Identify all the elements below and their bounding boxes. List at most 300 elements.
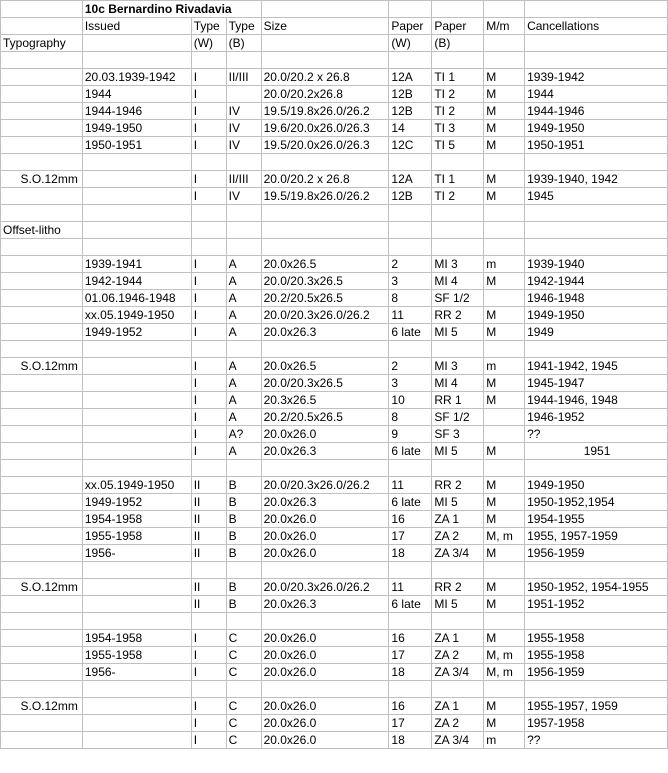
cell-paper-w[interactable] xyxy=(389,613,432,630)
cell-section[interactable]: Offset-litho xyxy=(1,222,83,239)
cell-paper-w[interactable]: 8 xyxy=(389,409,432,426)
cell-cancellations[interactable]: 1950-1951 xyxy=(525,137,668,154)
cell-type-b[interactable]: A xyxy=(226,307,261,324)
cell-size[interactable]: 20.0x26.0 xyxy=(261,528,389,545)
cell-paper-b[interactable]: TI 2 xyxy=(432,103,484,120)
cell-cancellations[interactable]: 1945 xyxy=(525,188,668,205)
cell-type-b[interactable]: II/III xyxy=(226,171,261,188)
cell-section[interactable]: S.O.12mm xyxy=(1,579,83,596)
cell-mm[interactable]: M, m xyxy=(484,647,525,664)
cell-mm[interactable]: M xyxy=(484,188,525,205)
cell-section[interactable] xyxy=(1,341,83,358)
cell-section[interactable] xyxy=(1,426,83,443)
cell-issued[interactable]: 1954-1958 xyxy=(82,630,191,647)
cell-type-w[interactable]: I xyxy=(191,358,226,375)
cell-mm[interactable]: M xyxy=(484,511,525,528)
cell-type-w[interactable]: I xyxy=(191,426,226,443)
cell-mm[interactable] xyxy=(484,154,525,171)
header-mm[interactable]: M/m xyxy=(484,18,525,35)
cell-paper-b[interactable]: TI 1 xyxy=(432,69,484,86)
cell-paper-b[interactable] xyxy=(432,205,484,222)
cell-section[interactable] xyxy=(1,273,83,290)
cell-cancellations[interactable]: 1955-1957, 1959 xyxy=(525,698,668,715)
cell-paper-w[interactable]: 11 xyxy=(389,579,432,596)
cell-size[interactable]: 20.0/20.3x26.5 xyxy=(261,375,389,392)
cell-mm[interactable]: M xyxy=(484,120,525,137)
cell-type-w[interactable]: I xyxy=(191,443,226,460)
cell-paper-w[interactable]: 6 late xyxy=(389,443,432,460)
cell-type-w[interactable] xyxy=(191,613,226,630)
cell-type-w[interactable] xyxy=(191,154,226,171)
cell-issued[interactable]: 1954-1958 xyxy=(82,511,191,528)
cell-paper-w[interactable] xyxy=(389,681,432,698)
cell[interactable] xyxy=(484,1,525,18)
cell-type-b[interactable] xyxy=(226,681,261,698)
cell-type-w[interactable]: I xyxy=(191,324,226,341)
cell-mm[interactable]: M xyxy=(484,273,525,290)
cell-type-b[interactable] xyxy=(226,239,261,256)
cell-issued[interactable]: 20.03.1939-1942 xyxy=(82,69,191,86)
cell-paper-w[interactable]: 6 late xyxy=(389,324,432,341)
cell-paper-b[interactable]: ZA 3/4 xyxy=(432,545,484,562)
cell-paper-w[interactable]: 6 late xyxy=(389,494,432,511)
cell-size[interactable]: 20.0x26.5 xyxy=(261,358,389,375)
cell-type-b[interactable]: B xyxy=(226,528,261,545)
cell-mm[interactable]: m xyxy=(484,358,525,375)
cell-paper-b[interactable] xyxy=(432,681,484,698)
cell-issued[interactable] xyxy=(82,239,191,256)
cell-issued[interactable] xyxy=(82,52,191,69)
cell-paper-w[interactable] xyxy=(389,154,432,171)
cell-type-b[interactable]: C xyxy=(226,647,261,664)
cell-issued[interactable] xyxy=(82,171,191,188)
cell-type-b[interactable]: A xyxy=(226,256,261,273)
cell-paper-w[interactable]: 2 xyxy=(389,256,432,273)
cell-paper-w[interactable]: 17 xyxy=(389,715,432,732)
cell-type-w[interactable]: II xyxy=(191,545,226,562)
cell-type-w[interactable]: II xyxy=(191,477,226,494)
cell-paper-w[interactable]: 16 xyxy=(389,511,432,528)
cell-paper-b[interactable]: ZA 1 xyxy=(432,630,484,647)
cell-type-b[interactable]: II/III xyxy=(226,69,261,86)
cell-paper-b[interactable]: SF 3 xyxy=(432,426,484,443)
cell-cancellations[interactable]: 1950-1952, 1954-1955 xyxy=(525,579,668,596)
cell-mm[interactable]: M, m xyxy=(484,528,525,545)
cell-cancellations[interactable]: 1954-1955 xyxy=(525,511,668,528)
cell-paper-w[interactable]: 12B xyxy=(389,86,432,103)
header-size[interactable]: Size xyxy=(261,18,389,35)
cell-paper-b[interactable]: TI 5 xyxy=(432,137,484,154)
cell-type-w[interactable]: I xyxy=(191,647,226,664)
cell-cancellations[interactable]: 1939-1940, 1942 xyxy=(525,171,668,188)
cell-type-b[interactable]: IV xyxy=(226,137,261,154)
cell-cancellations[interactable] xyxy=(525,613,668,630)
cell-type-b[interactable] xyxy=(226,86,261,103)
cell-paper-w[interactable] xyxy=(389,239,432,256)
header-paper-w[interactable]: Paper xyxy=(389,18,432,35)
cell-type-w[interactable]: I xyxy=(191,375,226,392)
cell-paper-b[interactable] xyxy=(432,341,484,358)
cell-type-b[interactable] xyxy=(226,154,261,171)
cell-issued[interactable] xyxy=(82,222,191,239)
cell-section[interactable] xyxy=(1,154,83,171)
cell-mm[interactable] xyxy=(484,613,525,630)
cell-type-b[interactable]: B xyxy=(226,511,261,528)
cell-type-b[interactable]: B xyxy=(226,494,261,511)
cell-mm[interactable]: M xyxy=(484,69,525,86)
cell-type-w[interactable]: I xyxy=(191,103,226,120)
cell-type-b[interactable]: A? xyxy=(226,426,261,443)
cell-section[interactable] xyxy=(1,409,83,426)
cell-paper-w[interactable]: 18 xyxy=(389,732,432,749)
cell-mm[interactable]: M xyxy=(484,494,525,511)
cell-type-b[interactable]: C xyxy=(226,715,261,732)
cell-size[interactable] xyxy=(261,154,389,171)
cell-paper-w[interactable] xyxy=(389,562,432,579)
cell-paper-b[interactable]: MI 3 xyxy=(432,256,484,273)
cell-section[interactable]: S.O.12mm xyxy=(1,358,83,375)
cell-issued[interactable] xyxy=(82,613,191,630)
cell-type-w[interactable]: I xyxy=(191,120,226,137)
cell-issued[interactable]: 1939-1941 xyxy=(82,256,191,273)
cell-cancellations[interactable]: 1942-1944 xyxy=(525,273,668,290)
cell-mm[interactable]: M xyxy=(484,715,525,732)
cell-paper-b[interactable]: TI 3 xyxy=(432,120,484,137)
header-cell[interactable] xyxy=(261,35,389,52)
cell-section[interactable] xyxy=(1,681,83,698)
header-type-w-sub[interactable]: (W) xyxy=(191,35,226,52)
cell-issued[interactable] xyxy=(82,358,191,375)
cell-cancellations[interactable]: 1944 xyxy=(525,86,668,103)
cell-mm[interactable] xyxy=(484,681,525,698)
cell-cancellations[interactable]: 1951 xyxy=(525,443,668,460)
cell-size[interactable] xyxy=(261,222,389,239)
cell-mm[interactable]: M xyxy=(484,137,525,154)
cell-type-b[interactable]: A xyxy=(226,443,261,460)
cell-mm[interactable]: M xyxy=(484,698,525,715)
cell-section[interactable] xyxy=(1,120,83,137)
cell-issued[interactable]: 1949-1952 xyxy=(82,494,191,511)
cell-type-w[interactable]: I xyxy=(191,171,226,188)
cell-paper-b[interactable]: MI 5 xyxy=(432,596,484,613)
cell-size[interactable] xyxy=(261,613,389,630)
header-paper-b[interactable]: Paper xyxy=(432,18,484,35)
cell-cancellations[interactable]: 1951-1952 xyxy=(525,596,668,613)
cell-issued[interactable] xyxy=(82,579,191,596)
cell-section[interactable]: S.O.12mm xyxy=(1,698,83,715)
cell-paper-w[interactable] xyxy=(389,52,432,69)
cell-issued[interactable]: 1949-1950 xyxy=(82,120,191,137)
cell[interactable] xyxy=(1,1,83,18)
header-cell[interactable] xyxy=(525,35,668,52)
cell-issued[interactable] xyxy=(82,426,191,443)
cell-paper-w[interactable]: 8 xyxy=(389,290,432,307)
cell-section[interactable]: S.O.12mm xyxy=(1,171,83,188)
cell-issued[interactable] xyxy=(82,443,191,460)
cell-section[interactable] xyxy=(1,732,83,749)
cell-section[interactable] xyxy=(1,545,83,562)
cell-type-w[interactable] xyxy=(191,52,226,69)
cell-type-w[interactable] xyxy=(191,460,226,477)
cell-mm[interactable]: M xyxy=(484,375,525,392)
cell-size[interactable]: 20.0x26.0 xyxy=(261,630,389,647)
cell-section[interactable] xyxy=(1,86,83,103)
cell-paper-w[interactable]: 11 xyxy=(389,477,432,494)
cell-paper-b[interactable] xyxy=(432,222,484,239)
cell-size[interactable]: 19.5/19.8x26.0/26.2 xyxy=(261,188,389,205)
cell-mm[interactable] xyxy=(484,426,525,443)
cell-section[interactable] xyxy=(1,103,83,120)
cell-size[interactable] xyxy=(261,239,389,256)
cell-section[interactable] xyxy=(1,664,83,681)
cell-type-w[interactable]: I xyxy=(191,188,226,205)
header-type-b-sub[interactable]: (B) xyxy=(226,35,261,52)
cell-mm[interactable]: M xyxy=(484,579,525,596)
cell-size[interactable]: 19.5/20.0x26.0/26.3 xyxy=(261,137,389,154)
cell-type-b[interactable]: A xyxy=(226,392,261,409)
cell-issued[interactable] xyxy=(82,392,191,409)
cell-issued[interactable] xyxy=(82,205,191,222)
cell-paper-b[interactable]: ZA 2 xyxy=(432,528,484,545)
cell-section[interactable] xyxy=(1,188,83,205)
cell-paper-w[interactable] xyxy=(389,205,432,222)
cell-issued[interactable]: xx.05.1949-1950 xyxy=(82,307,191,324)
header-type-w[interactable]: Type xyxy=(191,18,226,35)
header-cell[interactable] xyxy=(1,18,83,35)
cell-cancellations[interactable] xyxy=(525,239,668,256)
cell-mm[interactable]: M, m xyxy=(484,664,525,681)
cell-type-b[interactable]: C xyxy=(226,630,261,647)
cell-type-b[interactable] xyxy=(226,222,261,239)
cell-issued[interactable]: 1942-1944 xyxy=(82,273,191,290)
cell-type-b[interactable]: B xyxy=(226,596,261,613)
cell-size[interactable]: 20.0x26.0 xyxy=(261,647,389,664)
cell-cancellations[interactable]: 1956-1959 xyxy=(525,664,668,681)
cell-type-b[interactable]: B xyxy=(226,545,261,562)
cell-type-w[interactable]: I xyxy=(191,69,226,86)
cell-issued[interactable] xyxy=(82,341,191,358)
cell-type-w[interactable]: I xyxy=(191,273,226,290)
cell-paper-b[interactable]: MI 3 xyxy=(432,358,484,375)
cell-cancellations[interactable]: 1949-1950 xyxy=(525,477,668,494)
cell-size[interactable]: 20.2/20.5x26.5 xyxy=(261,409,389,426)
cell-paper-b[interactable]: RR 2 xyxy=(432,307,484,324)
cell-mm[interactable]: m xyxy=(484,256,525,273)
cell-paper-w[interactable]: 16 xyxy=(389,630,432,647)
cell-paper-b[interactable]: MI 5 xyxy=(432,324,484,341)
cell-issued[interactable]: xx.05.1949-1950 xyxy=(82,477,191,494)
cell[interactable] xyxy=(389,1,432,18)
cell-paper-w[interactable]: 12A xyxy=(389,171,432,188)
cell-paper-b[interactable]: SF 1/2 xyxy=(432,409,484,426)
cell-paper-b[interactable] xyxy=(432,154,484,171)
cell-type-b[interactable]: IV xyxy=(226,188,261,205)
cell-type-w[interactable]: I xyxy=(191,392,226,409)
cell-size[interactable] xyxy=(261,562,389,579)
cell-type-b[interactable] xyxy=(226,205,261,222)
cell-size[interactable]: 20.3x26.5 xyxy=(261,392,389,409)
cell-issued[interactable] xyxy=(82,562,191,579)
cell-mm[interactable]: M xyxy=(484,630,525,647)
cell-issued[interactable] xyxy=(82,188,191,205)
cell-type-b[interactable]: A xyxy=(226,290,261,307)
cell-cancellations[interactable]: 1949 xyxy=(525,324,668,341)
cell-size[interactable]: 20.0x26.3 xyxy=(261,596,389,613)
cell-type-w[interactable]: I xyxy=(191,86,226,103)
cell-paper-b[interactable]: ZA 3/4 xyxy=(432,732,484,749)
cell-cancellations[interactable]: 1941-1942, 1945 xyxy=(525,358,668,375)
cell-type-w[interactable]: II xyxy=(191,596,226,613)
cell-type-w[interactable] xyxy=(191,681,226,698)
cell-issued[interactable] xyxy=(82,681,191,698)
cell-section[interactable] xyxy=(1,511,83,528)
cell-section[interactable] xyxy=(1,613,83,630)
cell-type-b[interactable]: A xyxy=(226,324,261,341)
cell-cancellations[interactable]: ?? xyxy=(525,426,668,443)
cell-size[interactable]: 20.0x26.3 xyxy=(261,494,389,511)
cell-size[interactable] xyxy=(261,205,389,222)
cell-type-w[interactable]: I xyxy=(191,630,226,647)
cell-issued[interactable]: 1944 xyxy=(82,86,191,103)
cell-cancellations[interactable]: 1955-1958 xyxy=(525,630,668,647)
cell-section[interactable] xyxy=(1,205,83,222)
cell-paper-b[interactable]: MI 5 xyxy=(432,443,484,460)
sheet-title[interactable]: 10c Bernardino Rivadavia xyxy=(82,1,261,18)
cell-paper-w[interactable]: 3 xyxy=(389,273,432,290)
cell-mm[interactable] xyxy=(484,409,525,426)
cell-size[interactable]: 20.2/20.5x26.5 xyxy=(261,290,389,307)
cell-size[interactable]: 20.0x26.0 xyxy=(261,664,389,681)
cell-size[interactable]: 20.0/20.2 x 26.8 xyxy=(261,171,389,188)
cell-section[interactable] xyxy=(1,647,83,664)
cell-cancellations[interactable]: 1949-1950 xyxy=(525,120,668,137)
cell-size[interactable]: 20.0/20.2 x 26.8 xyxy=(261,69,389,86)
cell-paper-w[interactable]: 16 xyxy=(389,698,432,715)
cell-paper-b[interactable] xyxy=(432,562,484,579)
cell-type-b[interactable] xyxy=(226,562,261,579)
header-type-b[interactable]: Type xyxy=(226,18,261,35)
cell-size[interactable]: 20.0x26.0 xyxy=(261,426,389,443)
cell-type-w[interactable] xyxy=(191,341,226,358)
cell-type-b[interactable]: C xyxy=(226,664,261,681)
cell-mm[interactable] xyxy=(484,290,525,307)
cell-mm[interactable] xyxy=(484,52,525,69)
cell-paper-w[interactable]: 17 xyxy=(389,528,432,545)
cell-size[interactable]: 20.0x26.3 xyxy=(261,324,389,341)
cell-type-w[interactable] xyxy=(191,205,226,222)
cell-paper-b[interactable]: MI 4 xyxy=(432,273,484,290)
cell-size[interactable]: 20.0x26.0 xyxy=(261,511,389,528)
cell-issued[interactable] xyxy=(82,375,191,392)
cell-cancellations[interactable] xyxy=(525,681,668,698)
cell-size[interactable]: 20.0x26.0 xyxy=(261,715,389,732)
cell-cancellations[interactable]: 1946-1948 xyxy=(525,290,668,307)
cell-paper-b[interactable]: ZA 1 xyxy=(432,511,484,528)
cell-paper-b[interactable] xyxy=(432,460,484,477)
cell-mm[interactable]: M xyxy=(484,103,525,120)
cell[interactable] xyxy=(432,1,484,18)
cell-mm[interactable]: M xyxy=(484,171,525,188)
cell-size[interactable] xyxy=(261,460,389,477)
cell-paper-b[interactable]: SF 1/2 xyxy=(432,290,484,307)
cell-size[interactable] xyxy=(261,52,389,69)
cell-size[interactable]: 20.0/20.3x26.0/26.2 xyxy=(261,579,389,596)
cell-paper-b[interactable]: TI 2 xyxy=(432,188,484,205)
cell-size[interactable]: 20.0x26.5 xyxy=(261,256,389,273)
cell-size[interactable]: 20.0/20.2x26.8 xyxy=(261,86,389,103)
header-issued[interactable]: Issued xyxy=(82,18,191,35)
cell-section[interactable] xyxy=(1,528,83,545)
cell-type-w[interactable]: II xyxy=(191,579,226,596)
header-cell[interactable] xyxy=(484,35,525,52)
cell-section[interactable] xyxy=(1,392,83,409)
cell-size[interactable] xyxy=(261,681,389,698)
cell-issued[interactable]: 1956- xyxy=(82,664,191,681)
cell-type-b[interactable]: B xyxy=(226,579,261,596)
cell-paper-b[interactable] xyxy=(432,613,484,630)
cell-paper-w[interactable]: 14 xyxy=(389,120,432,137)
cell-cancellations[interactable] xyxy=(525,205,668,222)
cell-mm[interactable] xyxy=(484,205,525,222)
cell-mm[interactable]: M xyxy=(484,545,525,562)
cell-section[interactable] xyxy=(1,52,83,69)
cell-cancellations[interactable] xyxy=(525,222,668,239)
cell-paper-b[interactable]: TI 1 xyxy=(432,171,484,188)
cell-mm[interactable]: M xyxy=(484,596,525,613)
cell-section[interactable] xyxy=(1,239,83,256)
cell-issued[interactable] xyxy=(82,698,191,715)
cell-section[interactable] xyxy=(1,137,83,154)
cell-paper-w[interactable]: 10 xyxy=(389,392,432,409)
cell-type-b[interactable]: A xyxy=(226,375,261,392)
cell-paper-b[interactable]: TI 2 xyxy=(432,86,484,103)
cell-section[interactable] xyxy=(1,375,83,392)
cell-type-b[interactable]: B xyxy=(226,477,261,494)
cell-cancellations[interactable] xyxy=(525,341,668,358)
cell-cancellations[interactable]: 1950-1952,1954 xyxy=(525,494,668,511)
cell-type-b[interactable]: IV xyxy=(226,120,261,137)
cell-cancellations[interactable] xyxy=(525,154,668,171)
cell-type-b[interactable] xyxy=(226,613,261,630)
cell-paper-b[interactable]: ZA 2 xyxy=(432,715,484,732)
cell-type-w[interactable]: I xyxy=(191,698,226,715)
header-paper-w-sub[interactable]: (W) xyxy=(389,35,432,52)
cell-mm[interactable]: M xyxy=(484,477,525,494)
cell-type-b[interactable]: A xyxy=(226,358,261,375)
cell-paper-w[interactable]: 11 xyxy=(389,307,432,324)
cell-paper-w[interactable]: 12A xyxy=(389,69,432,86)
cell-issued[interactable] xyxy=(82,596,191,613)
cell-paper-b[interactable]: RR 2 xyxy=(432,579,484,596)
cell-paper-w[interactable]: 6 late xyxy=(389,596,432,613)
cell-type-b[interactable]: C xyxy=(226,698,261,715)
cell-mm[interactable]: M xyxy=(484,307,525,324)
cell-type-w[interactable] xyxy=(191,562,226,579)
cell-type-b[interactable] xyxy=(226,341,261,358)
cell-paper-w[interactable] xyxy=(389,460,432,477)
cell-cancellations[interactable]: 1944-1946, 1948 xyxy=(525,392,668,409)
cell-type-b[interactable] xyxy=(226,52,261,69)
cell-issued[interactable] xyxy=(82,154,191,171)
cell-issued[interactable] xyxy=(82,715,191,732)
cell-size[interactable]: 20.0x26.0 xyxy=(261,545,389,562)
cell-cancellations[interactable] xyxy=(525,562,668,579)
cell-cancellations[interactable]: ?? xyxy=(525,732,668,749)
cell-type-b[interactable]: A xyxy=(226,409,261,426)
cell-paper-b[interactable]: RR 1 xyxy=(432,392,484,409)
cell-paper-b[interactable]: ZA 2 xyxy=(432,647,484,664)
cell-paper-w[interactable]: 17 xyxy=(389,647,432,664)
